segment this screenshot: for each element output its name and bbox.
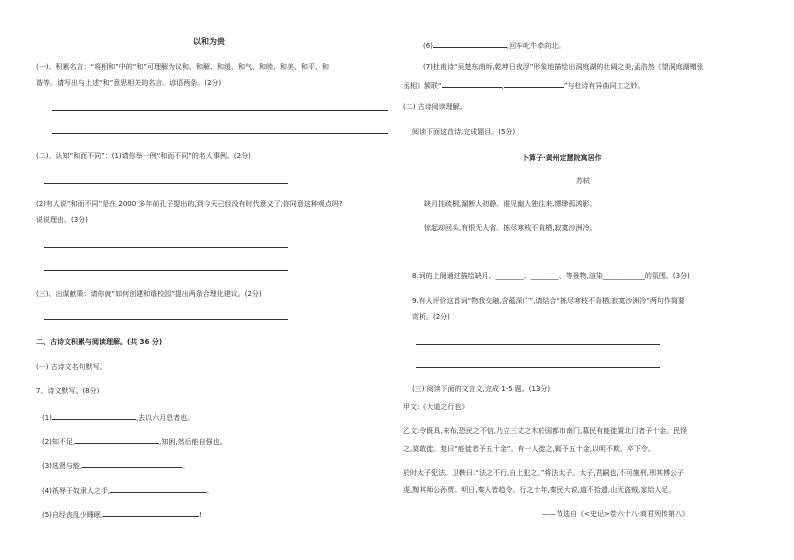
blank-input[interactable] [52, 412, 136, 420]
blank-input[interactable] [82, 460, 182, 468]
blank-input[interactable] [433, 40, 507, 48]
fill-suffix: ,去以六月息者也。 [135, 414, 195, 422]
text-yi-line-2: 之,莫敢徙。复曰“能徙者予五十金”。有一人徙之,辄予五十金,以明不欺。卒下令。 [403, 445, 655, 453]
answer-line[interactable] [52, 110, 388, 111]
blank-input[interactable] [103, 509, 199, 517]
question-2-1: (二)、认知“和而不同”：(1)请你举一例“和而不同”的名人事例。(2分) [36, 152, 251, 160]
section-2-title: 二、古诗文积累与阅读理解。(共 36 分) [36, 338, 163, 346]
fill-suffix: ,知困,然后能自强也。 [159, 438, 227, 446]
section-3-title: (三) 阅读下面的文言文,完成 1-5 题。(13分) [412, 385, 551, 393]
fill-blank-4 [42, 485, 213, 495]
question-1-line-2: 谐等。请写出与上述“和”意思相关的名言、谚语两条。(2分) [36, 79, 222, 87]
fill-blank-5 [42, 509, 202, 519]
answer-line[interactable] [44, 183, 288, 184]
answer-line[interactable] [44, 270, 288, 271]
subsection-2-title: (二) 古诗阅读理解。 [403, 103, 467, 111]
fill-prefix: 丞相》颔联“ [403, 82, 442, 90]
fill-suffix: ! [199, 511, 202, 519]
text-yi-line-1: 乙文:令既具,未布,恐民之不信,乃立三丈之木於国都市南门,募民有能徙置北门者予十金。民怪 [403, 427, 688, 435]
answer-line[interactable] [416, 344, 660, 345]
question-7-label: 7、诗文默写。(8分) [36, 387, 100, 395]
answer-line[interactable] [416, 367, 660, 368]
text-yi-line-4: 虔,黥其师公孙贾。明日,秦人皆趋令。行之十年,秦民大说,道不拾遗,山无盗贼,家给人足。 [403, 486, 676, 494]
text-yi-line-3: 於时太子犯法。卫鞅曰:“法之不行,自上犯之。”将法太子。太子,君嗣也,不可施刑,刑其傅公子 [403, 469, 685, 477]
blank-input[interactable] [75, 436, 159, 444]
fill-suffix: 。 [206, 487, 214, 495]
poem-line-1: 缺月挂疏桐,漏断人初静。谁见幽人独往来,缥缈孤鸿影。 [424, 200, 597, 208]
fill-blank-2 [42, 436, 227, 446]
fill-prefix: (1) [42, 414, 52, 422]
question-2-2-line-1: (2)有人说“和而不同”是在 2000 多年前孔子提出的,到今天已经没有时代意义了,你同意这种观点吗? [36, 200, 343, 208]
fill-blank-3 [42, 460, 189, 470]
fill-suffix: ,回车叱牛牵向北。 [506, 42, 566, 50]
question-8: 8.词的上阕通过描绘缺月、________、________、等景物,渲染____________的氛围。(3分) [412, 272, 690, 280]
fill-prefix: (3)选贤与能, [42, 462, 83, 470]
fill-blank-1 [42, 412, 194, 422]
fill-separator: , [501, 82, 504, 90]
source-citation: ——节选自《<史记>卷六十八·商君列传第八》 [542, 510, 689, 518]
question-2-2-line-2: 说说理由。(3分) [36, 216, 88, 224]
question-9-line-1: 9.有人评价这首词“物我交融,含蕴深广”,请结合“拣尽寒枝不肯栖,寂寞沙洲冷”两句作简要 [412, 297, 685, 305]
subsection-1-title: (一) 古诗文名句默写。 [36, 363, 107, 371]
poem-author: 苏轼 [576, 177, 590, 185]
fill-prefix: (4)祇辱于奴隶人之手, [42, 487, 111, 495]
poem-line-2: 惊起却回头,有恨无人省。拣尽寒枝不肯栖,寂寞沙洲冷。 [424, 224, 597, 232]
question-1-line-1: (一)、积累名言：“将相和”中的“和”可理解为议和、和解、和缓、和气、和睦、和美、和平、和 [36, 63, 329, 71]
poem-title: 卜算子·黄州定慧院寓居作 [522, 154, 602, 162]
question-3: (三)、出谋献策：请你就“如何创建和谐校园”提出两条合理化建议。(2分) [36, 290, 262, 298]
answer-line[interactable] [52, 133, 388, 134]
answer-line[interactable] [44, 247, 288, 248]
poem-intro: 阅读下面这首诗,完成题目。(5分) [412, 128, 516, 136]
blank-input[interactable] [110, 485, 206, 493]
answer-line[interactable] [44, 319, 288, 320]
question-7-7-line-2 [403, 80, 645, 90]
question-7-7-line-1: (7)杜甫诗“吴楚东南坼,乾坤日夜浮”形象地描绘出洞庭湖的壮阔之美,孟浩然《望洞庭湖赠张 [423, 63, 704, 71]
fill-suffix: ”与杜诗有异曲同工之妙。 [563, 82, 645, 90]
text-jia-title: 甲文:《大道之行也》 [403, 403, 469, 411]
fill-prefix: (6) [423, 42, 433, 50]
fill-prefix: (5)自经丧乱少睡眠, [42, 511, 104, 519]
blank-input[interactable] [501, 80, 564, 90]
fill-prefix: (2)知不足, [42, 438, 76, 446]
question-9-line-2: 赏析。(2分) [412, 313, 450, 321]
fill-blank-6 [423, 40, 565, 50]
section-title-yihe: 以和为贵 [193, 37, 225, 46]
blank-input[interactable] [442, 80, 502, 88]
fill-suffix: 。 [182, 462, 190, 470]
